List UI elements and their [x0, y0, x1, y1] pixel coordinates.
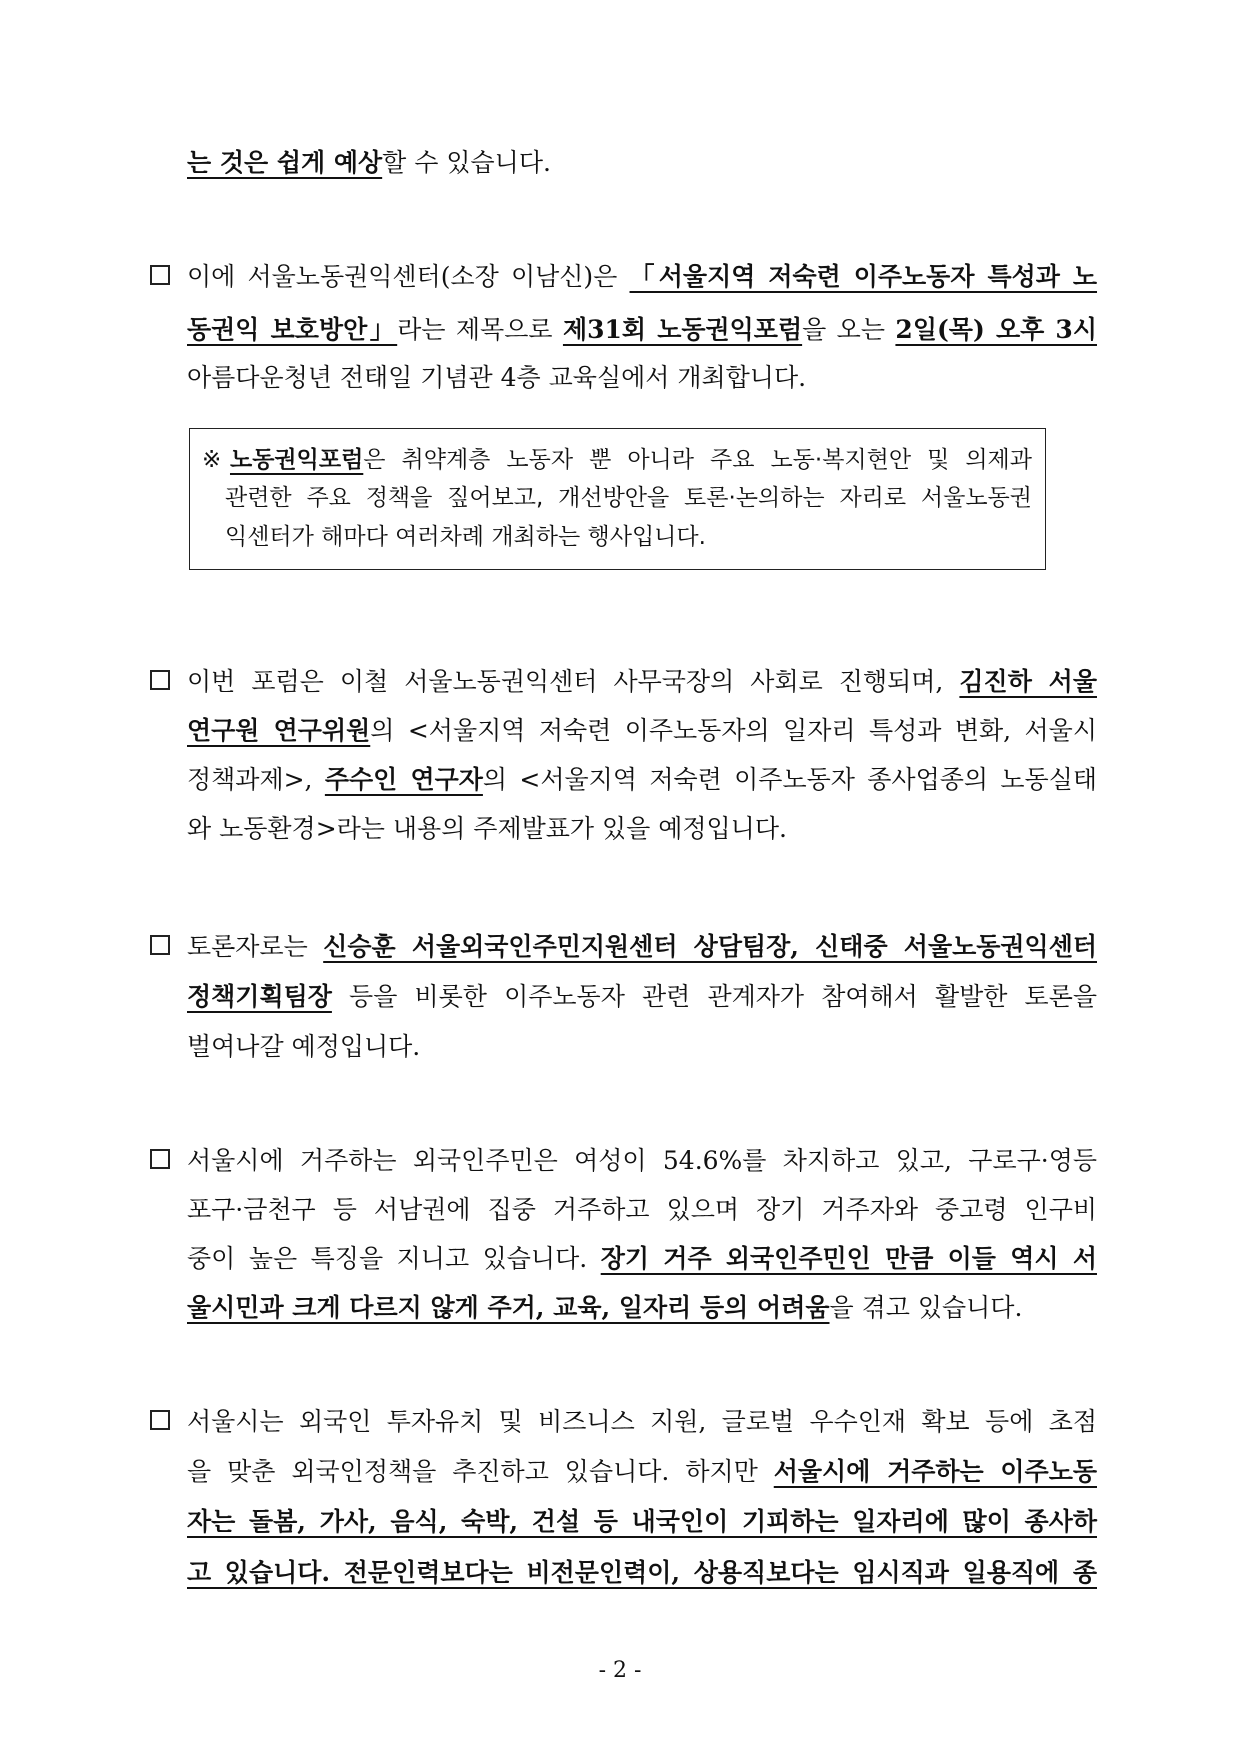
- text-line: 자는 돌봄, 가사, 음식, 숙박, 건설 등 내국인이 기피하는 일자리에 많이 종사하: [187, 1507, 1097, 1536]
- text-line: 고 있습니다. 전문인력보다는 비전문인력이, 상용직보다는 임시직과 일용직에 종: [187, 1558, 1097, 1587]
- emphasis: 정책기획팀장: [187, 982, 332, 1011]
- text-line: 와 노동환경>라는 내용의 주제발표가 있을 예정입니다.: [187, 814, 787, 843]
- emphasis: 는 것은 쉽게 예상: [187, 148, 383, 177]
- note-line: 익센터가 해마다 여러차례 개최하는 행사입니다.: [225, 524, 706, 550]
- forum-title: 동권익 보호방안」: [187, 315, 398, 344]
- text-line: 중이 높은 특징을 지니고 있습니다. 장기 거주 외국인주민인 만큼 이들 역시 서: [187, 1244, 1097, 1273]
- text-line: 아름다운청년 전태일 기념관 4층 교육실에서 개최합니다.: [187, 363, 807, 392]
- emphasis: 신승훈 서울외국인주민지원센터 상담팀장, 신태중 서울노동권익센터: [323, 932, 1097, 961]
- emphasis: 울시민과 크게 다르지 않게 주거, 교육, 일자리 등의 어려움: [187, 1293, 830, 1322]
- checkbox-bullet: [150, 670, 170, 690]
- text-line: 동권익 보호방안」라는 제목으로 제31회 노동권익포럼을 오는 2일(목) 오후 3시: [187, 315, 1097, 344]
- checkbox-bullet: [150, 1410, 170, 1430]
- checkbox-bullet: [150, 935, 170, 955]
- note-line: ※노동권익포럼은 취약계층 노동자 뿐 아니라 주요 노동·복지현안 및 의제과: [202, 447, 1032, 473]
- text-line: 이번 포럼은 이철 서울노동권익센터 사무국장의 사회로 진행되며, 김진하 서울: [187, 667, 1097, 696]
- text-line: 벌여나갈 예정입니다.: [187, 1032, 421, 1061]
- forum-date: 2일(목) 오후 3시: [895, 315, 1097, 344]
- forum-name: 제31회 노동권익포럼: [562, 315, 803, 344]
- emphasis: 김진하 서울: [959, 667, 1097, 696]
- text-line: 정책기획팀장 등을 비롯한 이주노동자 관련 관계자가 참여해서 활발한 토론을: [187, 982, 1097, 1011]
- note-line: 관련한 주요 정책을 짚어보고, 개선방안을 토론·논의하는 자리로 서울노동권: [225, 485, 1032, 511]
- emphasis: 서울시에 거주하는 이주노동: [773, 1457, 1097, 1486]
- checkbox-bullet: [150, 265, 170, 285]
- text-line: 울시민과 크게 다르지 않게 주거, 교육, 일자리 등의 어려움을 겪고 있습니다.: [187, 1293, 1023, 1322]
- text-line: 서울시는 외국인 투자유치 및 비즈니스 지원, 글로벌 우수인재 확보 등에 초점: [187, 1407, 1097, 1436]
- text-line: 토론자로는 신승훈 서울외국인주민지원센터 상담팀장, 신태중 서울노동권익센터: [187, 932, 1097, 961]
- text-line: 연구원 연구위원의 <서울지역 저숙련 이주노동자의 일자리 특성과 변화, 서울시: [187, 716, 1097, 745]
- checkbox-bullet: [150, 1149, 170, 1169]
- page-number: - 2 -: [598, 1658, 642, 1683]
- text-line: 정책과제>, 주수인 연구자의 <서울지역 저숙련 이주노동자 종사업종의 노동실태: [187, 765, 1097, 794]
- emphasis: 장기 거주 외국인주민인 만큼 이들 역시 서: [600, 1244, 1097, 1273]
- text-line: 이에 서울노동권익센터(소장 이남신)은 「서울지역 저숙련 이주노동자 특성과 노: [187, 262, 1098, 291]
- emphasis: 연구원 연구위원: [187, 716, 371, 745]
- text-line: 는 것은 쉽게 예상할 수 있습니다.: [187, 148, 551, 177]
- text-line: 을 맞춘 외국인정책을 추진하고 있습니다. 하지만 서울시에 거주하는 이주노동: [187, 1457, 1097, 1486]
- text-line: 포구·금천구 등 서남권에 집중 거주하고 있으며 장기 거주자와 중고령 인구비: [187, 1195, 1097, 1224]
- text-line: 서울시에 거주하는 외국인주민은 여성이 54.6%를 차지하고 있고, 구로구·영등: [187, 1146, 1097, 1175]
- forum-title: 「서울지역 저숙련 이주노동자 특성과 노: [629, 262, 1098, 291]
- emphasis: 노동권익포럼: [229, 447, 364, 473]
- emphasis: 주수인 연구자: [324, 765, 483, 794]
